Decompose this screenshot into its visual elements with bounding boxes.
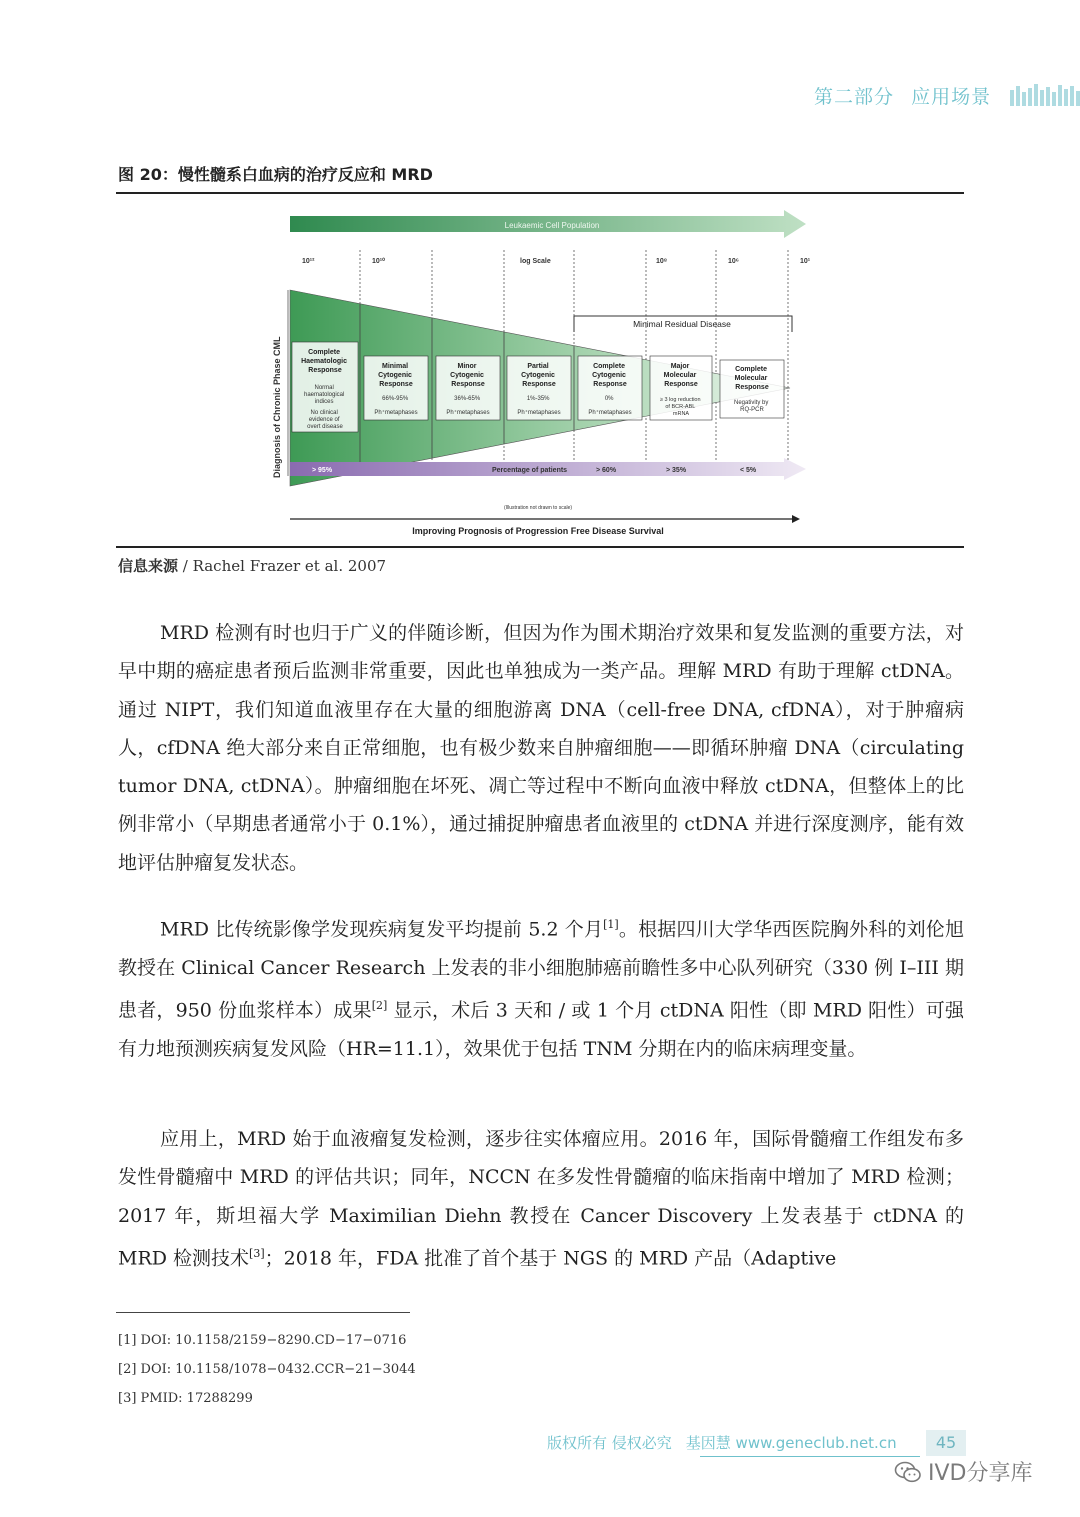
stage-box-3 xyxy=(436,356,500,420)
footer-rights: 版权所有 侵权必究 xyxy=(547,1434,672,1452)
stage-box-7 xyxy=(720,360,784,418)
paragraph-3: 应用上，MRD 始于血液瘤复发检测，逐步往实体瘤应用。2016 年，国际骨髓瘤工作组发布多发性骨髓瘤中 MRD 的评估共识；同年，NCCN 在多发性骨髓瘤的临床指南中增加了 MRD 检测；2017 年，斯坦福大学 Maximilian Diehn 教授在 Cancer Discovery 上发表基于 ctDNA 的 MRD 检测技术[3]；2018 年，FDA 批准了首个基于 NGS 的 MRD 产品（Adaptive xyxy=(118,1128,964,1270)
log-tick-label: 10¹⁰ xyxy=(372,258,385,265)
svg-text:≥ 3 log reduction of BCR: ≥ 3 log reduction of BCR-ABL mRNA xyxy=(659,397,701,417)
stage-title: Complete xyxy=(308,349,340,356)
figure-top-rule xyxy=(116,192,964,194)
stage-box-2 xyxy=(364,356,428,420)
footnote-item: [2] DOI: 10.1158/1078−0432.CCR−21−3044 xyxy=(118,1362,416,1377)
svg-text:Minimal Cytogenic: Minimal Cytogenic Response xyxy=(378,363,413,388)
footnote-rule xyxy=(116,1312,410,1313)
svg-text:Complete Molecular: Complete Molecular Response xyxy=(734,366,769,391)
watermark-text: IVD分享库 xyxy=(928,1461,1033,1486)
pct-value: > 35% xyxy=(666,467,687,474)
stage-box-4 xyxy=(507,356,571,420)
stage-title: Response xyxy=(308,367,342,374)
footnotes xyxy=(118,1326,416,1413)
watermark xyxy=(894,1456,1032,1487)
wechat-icon xyxy=(894,1460,922,1484)
svg-text:1%-35% Ph⁺metaphases: 1%-35% Ph⁺metaphases xyxy=(517,396,561,416)
header-title: 应用场景 xyxy=(911,86,992,108)
header-decoration-icon xyxy=(1010,84,1080,106)
stage-detail: overt disease xyxy=(307,424,343,430)
svg-text:Complete Cytogenic: Complete Cytogenic Response xyxy=(592,363,627,388)
source-text: / Rachel Frazer et al. 2007 xyxy=(178,557,387,575)
header-part: 第二部分 xyxy=(814,86,895,108)
stage-detail: No clinical xyxy=(310,410,338,416)
footnote-item: [3] PMID: 17288299 xyxy=(118,1391,253,1406)
leukaemic-arrow-label: Leukaemic Cell Population xyxy=(504,221,600,230)
running-header xyxy=(814,82,1001,109)
footnote-ref[interactable]: [1] xyxy=(603,918,619,931)
y-axis-label: Diagnosis of Chronic Phase CML xyxy=(272,336,282,478)
cml-response-diagram xyxy=(262,208,822,542)
svg-text:Minor Cytogenic Re: Minor Cytogenic Response xyxy=(450,363,485,388)
paragraph-1: MRD 检测有时也归于广义的伴随诊断，但因为作为围术期治疗效果和复发监测的重要方法，对早中期的癌症患者预后监测非常重要，因此也单独成为一类产品。理解 MRD 有助于理解 ctDNA。通过 NIPT，我们知道血液里存在大量的细胞游离 DNA（cell-free DNA, cfDNA），对于肿瘤病人，cfDNA 绝大部分来自正常细胞，也有极少数来自肿瘤细胞——即循环肿瘤 DNA（circulating tumor DNA, ctDNA）。肿瘤细胞在坏死、凋亡等过程中不断向血液中释放 ctDNA，但整体上的比例非常小（早期患者通常小于 0.1%），通过捕捉肿瘤患者血液里的 ctDNA 并进行深度测序，能有效地评估肿瘤复发状态。 xyxy=(118,622,964,874)
stage-detail: Normal xyxy=(314,385,334,391)
footer-site-link[interactable]: 基因慧 www.geneclub.net.cn xyxy=(685,1434,897,1452)
pct-value: > 60% xyxy=(596,467,617,474)
stage-box-1 xyxy=(292,342,358,432)
mrd-label: Minimal Residual Disease xyxy=(633,319,731,329)
page-number: 45 xyxy=(926,1430,966,1456)
stage-detail: evidence of xyxy=(308,417,340,423)
log-tick-label: 10⁶ xyxy=(728,258,740,265)
log-tick-label: 10⁸ xyxy=(656,258,668,265)
svg-text:Negativity by RQ-PCR: Negativity by RQ-PCR xyxy=(733,400,769,413)
not-to-scale-note: (Illustration not drawn to scale) xyxy=(503,505,573,511)
figure-caption: 图 20：慢性髓系白血病的治疗反应和 MRD xyxy=(118,165,433,184)
stage-detail: haematological xyxy=(303,392,345,398)
svg-text:36%-65% Ph⁺metaphases: 36%-65% Ph⁺metaphases xyxy=(446,396,490,416)
svg-text:66%-95% Ph⁺metaphases: 66%-95% Ph⁺metaphases xyxy=(374,396,418,416)
stage-box-6 xyxy=(650,356,712,420)
figure-bottom-rule xyxy=(116,546,964,548)
footnote-ref[interactable]: [3] xyxy=(249,1246,265,1260)
pct-label: Percentage of patients xyxy=(492,467,568,474)
source-label: 信息来源 xyxy=(118,557,179,575)
pct-value: < 5% xyxy=(740,467,757,474)
stage-box-5 xyxy=(578,356,642,420)
page-footer xyxy=(547,1432,897,1453)
stage-detail: indices xyxy=(314,399,334,405)
log-tick-label: 10¹² xyxy=(302,258,315,265)
svg-text:0% Ph⁺metaphases: 0% Ph⁺metaphases xyxy=(588,396,632,416)
stage-title: Haematologic xyxy=(301,358,347,365)
figure-source xyxy=(118,555,386,576)
footnote-item: [1] DOI: 10.1158/2159−8290.CD−17−0716 xyxy=(118,1333,407,1348)
log-tick-label: log Scale xyxy=(520,258,551,265)
footer-underline xyxy=(700,1456,920,1457)
log-tick-label: 10¹ xyxy=(800,258,811,265)
svg-text:Major Molecular Re: Major Molecular Response xyxy=(663,363,698,388)
paragraph-2: MRD 比传统影像学发现疾病复发平均提前 5.2 个月[1]。根据四川大学华西医院胸外科的刘伦旭教授在 Clinical Cancer Research 上发表的非小细胞肺癌前瞻性多中心队列研究（330 例 I–III 期患者，950 份血浆样本）成果[2] 显示，术后 3 天和 / 或 1 个月 ctDNA 阳性（即 MRD 阳性）可强有力地预测疾病复发风险（HR=11.1），效果优于包括 TNM 分期在内的临床病理变量。 xyxy=(118,918,964,1060)
prognosis-label: Improving Prognosis of Progression Free Disease Survival xyxy=(412,526,664,536)
svg-text:Partial Cytogenic: Partial Cytogenic Response xyxy=(521,363,556,388)
footnote-ref[interactable]: [2] xyxy=(371,998,388,1012)
pct-value: > 95% xyxy=(312,467,333,474)
